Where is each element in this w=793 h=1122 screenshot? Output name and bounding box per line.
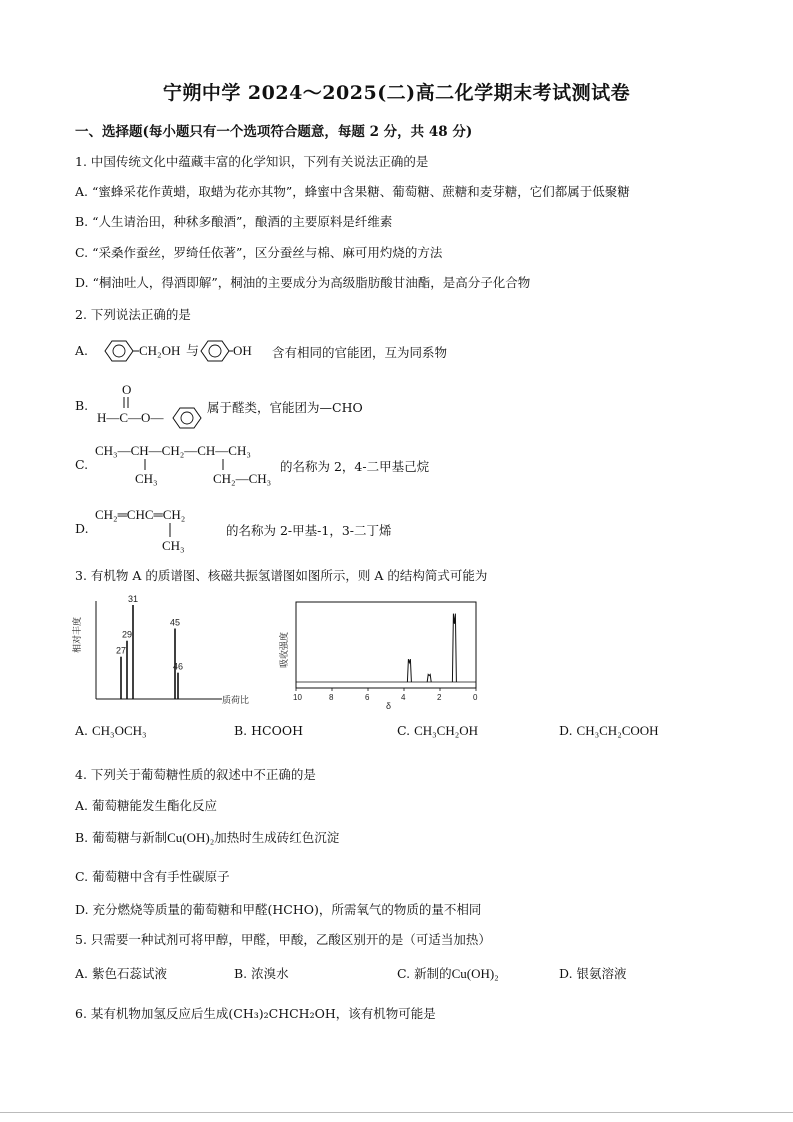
page-title: 宁朔中学 2024～2025(二)高二化学期末考试测试卷 <box>162 82 631 104</box>
ms-x-label: 质荷比 <box>222 695 250 705</box>
nmr-peak-1 <box>407 659 411 682</box>
q5-option-c: C. 新制的Cu(OH)₂ <box>397 966 499 981</box>
nmr-x-label: δ <box>386 701 392 711</box>
nmr-frame <box>296 602 476 688</box>
benzene-ring-1-circle <box>113 345 125 357</box>
ms-bar-label-31: 31 <box>128 594 139 604</box>
nmr-tick-label-8: 8 <box>329 693 334 702</box>
ms-bar-label-46: 46 <box>173 661 184 672</box>
q1-option-d: D. “桐油吐人，得酒即解”，桐油的主要成分为高级脂肪酸甘油酯，是高分子化合物 <box>75 275 531 290</box>
q5-stem: 5. 只需要一种试剂可将甲醇，甲醛，甲酸，乙酸区别开的是（可适当加热） <box>75 932 491 947</box>
nmr-tick-label-6: 6 <box>365 693 370 702</box>
benzene-ring-2 <box>201 341 229 361</box>
q3-option-c: C. CH₃CH₂OH <box>397 723 479 738</box>
q3-option-b: B. HCOOH <box>234 723 303 738</box>
page-bottom-rule <box>0 1112 793 1113</box>
section-heading: 一、选择题(每小题只有一个选项符合题意，每题 2 分，共 48 分) <box>75 124 473 140</box>
q4-stem: 4. 下列关于葡萄糖性质的叙述中不正确的是 <box>75 767 316 782</box>
q2-option-d-label: D. <box>75 521 89 536</box>
benzene-ring-3-circle <box>181 412 193 424</box>
benzene-ring-2-circle <box>209 345 221 357</box>
q2-option-c-label: C. <box>75 457 89 472</box>
q5-option-d: D. 银氨溶液 <box>559 966 627 981</box>
q2-option-b-structure <box>95 381 210 429</box>
nmr-peak-2 <box>427 674 431 682</box>
q1-option-c: C. “采桑作蚕丝，罗绮任依著”，区分蚕丝与棉、麻可用灼烧的方法 <box>75 245 443 260</box>
q2-option-b-text: 属于醛类，官能团为—CHO <box>207 400 363 415</box>
nmr-spectrum-chart <box>278 598 478 713</box>
ms-bar-label-27: 27 <box>116 645 127 656</box>
ms-bar-label-29: 29 <box>122 629 133 640</box>
q5-options <box>75 964 725 984</box>
benzene-ring-3 <box>173 408 201 428</box>
q2-option-c-structure <box>95 440 285 486</box>
nmr-tick-label-2: 2 <box>437 693 442 702</box>
q2-option-c-text: 的名称为 2，4-二甲基己烷 <box>280 459 430 474</box>
nmr-y-label: 吸收强度 <box>279 631 289 669</box>
ms-bar-label-45: 45 <box>170 617 181 628</box>
benzene-ring-1 <box>105 341 133 361</box>
q2-option-a-label: A. <box>75 343 89 358</box>
q2-d-branch: CH₃ <box>162 538 185 553</box>
q2-a-group-1: CH₂OH <box>139 343 181 358</box>
q4-option-d: D. 充分燃烧等质量的葡萄糖和甲醛(HCHO)，所需氧气的物质的量不相同 <box>75 902 482 917</box>
q2-option-d-structure <box>95 503 230 553</box>
q5-option-b: B. 浓溴水 <box>234 966 289 981</box>
q3-option-a: A. CH₃OCH₃ <box>75 723 147 738</box>
q3-options <box>75 723 725 743</box>
q2-option-a-structure <box>95 336 252 366</box>
ms-y-label: 相对丰度 <box>72 616 82 654</box>
q4-option-c: C. 葡萄糖中含有手性碳原子 <box>75 869 230 884</box>
q2-b-main-chain: H—C—O— <box>97 410 164 425</box>
q2-b-carbonyl-o: O <box>122 382 132 397</box>
q1-option-b: B. “人生请治田，种秫多酿酒”，酿酒的主要原料是纤维素 <box>75 214 393 229</box>
q2-a-connector: 与 <box>186 343 200 358</box>
nmr-tick-label-0: 0 <box>473 693 478 702</box>
q2-c-branch-2: CH₂—CH₃ <box>213 471 272 486</box>
q2-d-main-chain: CH₂═CHC═CH₂ <box>95 507 186 522</box>
q3-stem: 3. 有机物 A 的质谱图、核磁共振氢谱图如图所示，则 A 的结构简式可能为 <box>75 568 488 583</box>
nmr-tick-label-4: 4 <box>401 693 406 702</box>
q2-c-main-chain: CH₃—CH—CH₂—CH—CH₃ <box>95 443 251 458</box>
q3-option-d: D. CH₃CH₂COOH <box>559 723 659 738</box>
q6-stem: 6. 某有机物加氢反应后生成(CH₃)₂CHCH₂OH，该有机物可能是 <box>75 1006 436 1021</box>
q4-option-b: B. 葡萄糖与新制Cu(OH)₂加热时生成砖红色沉淀 <box>75 830 340 845</box>
q2-option-d-text: 的名称为 2-甲基-1，3-二丁烯 <box>226 523 392 538</box>
q2-a-group-2: OH <box>233 343 252 358</box>
q1-option-a: A. “蜜蜂采花作黄蜡，取蜡为花亦其物”，蜂蜜中含果糖、葡萄糖、蔗糖和麦芽糖，它们都属于低聚糖 <box>75 184 630 199</box>
q1-stem: 1. 中国传统文化中蕴藏丰富的化学知识，下列有关说法正确的是 <box>75 154 429 169</box>
q2-option-a-text: 含有相同的官能团，互为同系物 <box>272 345 448 360</box>
q2-c-branch-1: CH₃ <box>135 471 158 486</box>
q2-stem: 2. 下列说法正确的是 <box>75 307 191 322</box>
nmr-tick-label-10: 10 <box>293 693 302 702</box>
mass-spectrum-chart <box>72 595 252 710</box>
q5-option-a: A. 紫色石蕊试液 <box>75 966 167 981</box>
q2-option-b-label: B. <box>75 398 89 413</box>
q4-option-a: A. 葡萄糖能发生酯化反应 <box>75 798 217 813</box>
nmr-peak-3 <box>452 614 456 682</box>
